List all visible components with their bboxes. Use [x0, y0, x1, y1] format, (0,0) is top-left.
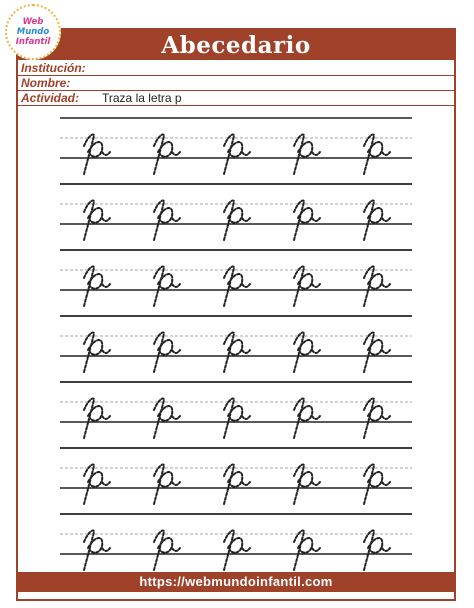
dotted-letter-p	[84, 398, 110, 438]
name-label: Nombre:	[21, 76, 71, 90]
dotted-letter-p	[224, 332, 250, 372]
dotted-letter-p	[294, 266, 320, 306]
dotted-letter-p	[364, 134, 390, 174]
dotted-letter-p	[294, 134, 320, 174]
dotted-letter-p	[154, 398, 180, 438]
dotted-letter-p	[364, 398, 390, 438]
dotted-letter-p	[84, 332, 110, 372]
dotted-letter-p	[154, 530, 180, 570]
dotted-letter-p	[224, 134, 250, 174]
dotted-letter-p	[84, 200, 110, 240]
tracing-row	[60, 316, 412, 382]
dotted-letter-p	[294, 332, 320, 372]
page-title: Abecedario	[161, 32, 311, 59]
logo-text-mundo: Mundo	[16, 27, 50, 37]
dotted-letter-p	[224, 464, 250, 504]
activity-instruction: Traza la letra p	[102, 91, 182, 105]
dotted-letter-p	[364, 200, 390, 240]
tracing-row	[60, 118, 412, 184]
footer-bar	[18, 572, 454, 592]
dotted-letter-p	[154, 332, 180, 372]
dotted-letter-p	[84, 134, 110, 174]
dotted-letter-p	[224, 398, 250, 438]
tracing-row	[60, 184, 412, 250]
tracing-row	[60, 448, 412, 514]
dotted-letter-p	[84, 464, 110, 504]
dotted-letter-p	[154, 464, 180, 504]
dotted-letter-p	[154, 266, 180, 306]
dotted-letter-p	[364, 464, 390, 504]
dotted-letter-p	[294, 200, 320, 240]
footer-website-link[interactable]: https://webmundoinfantil.com	[139, 574, 333, 589]
dotted-letter-p	[224, 266, 250, 306]
dotted-letter-p	[84, 266, 110, 306]
tracing-row	[60, 250, 412, 316]
dotted-letter-p	[154, 134, 180, 174]
dotted-letter-p	[294, 398, 320, 438]
dotted-letter-p	[224, 200, 250, 240]
logo-text-web: Web	[22, 17, 44, 27]
logo-text-infantil: Infantil	[15, 37, 51, 47]
dotted-letter-p	[154, 200, 180, 240]
institution-label: Institución:	[21, 61, 86, 75]
tracing-row	[60, 514, 412, 580]
activity-label: Actividad:	[21, 91, 80, 105]
dotted-letter-p	[294, 464, 320, 504]
dotted-letter-p	[294, 530, 320, 570]
dotted-letter-p	[364, 530, 390, 570]
tracing-row	[60, 382, 412, 448]
dotted-letter-p	[364, 266, 390, 306]
dotted-letter-p	[84, 530, 110, 570]
dotted-letter-p	[224, 530, 250, 570]
dotted-letter-p	[364, 332, 390, 372]
